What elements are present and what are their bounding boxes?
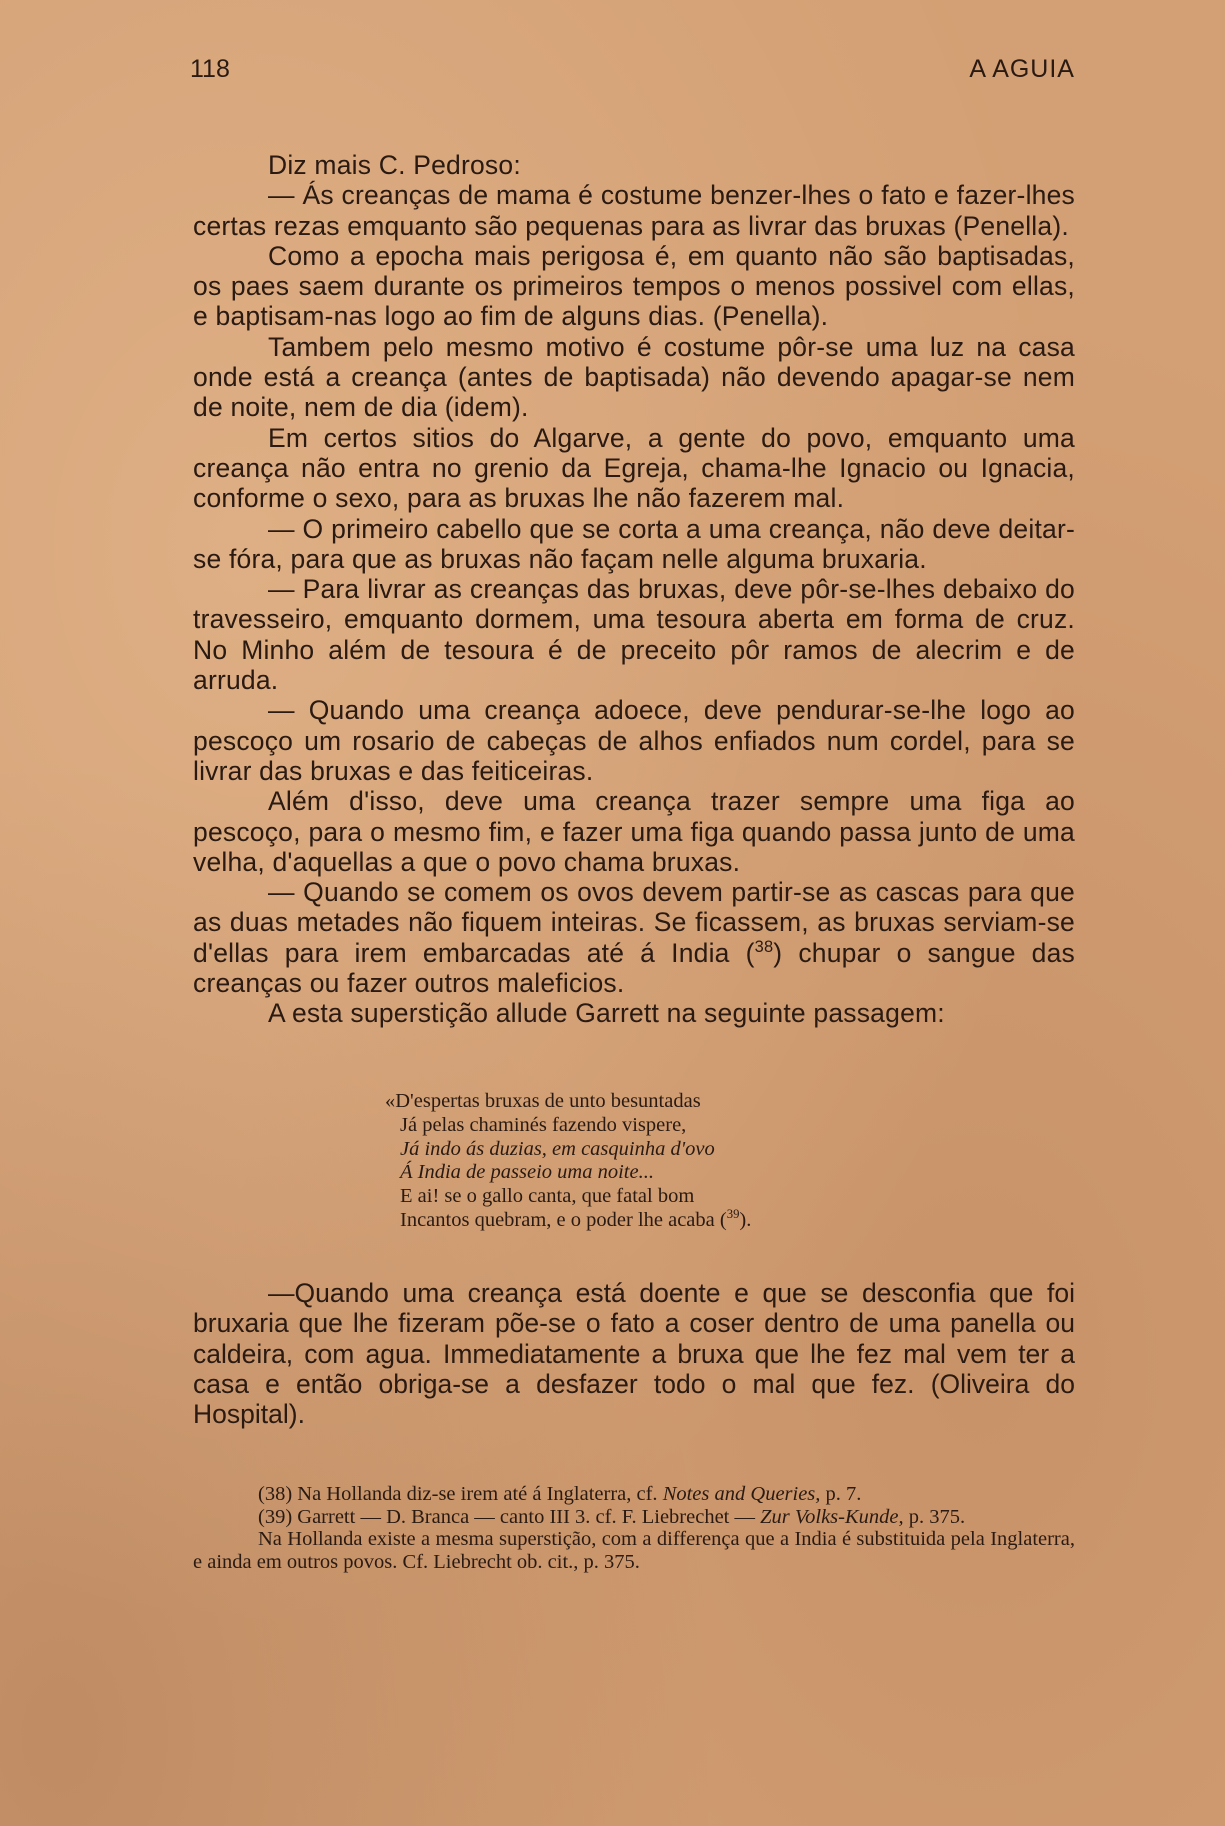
footnote-ref[interactable]: 39 <box>726 1207 740 1222</box>
verse-line <box>400 1161 900 1185</box>
footnote-ref[interactable]: 38 <box>754 937 774 956</box>
verse-quote <box>385 1090 900 1233</box>
footnote-text: Na Hollanda diz-se irem até á Inglaterra, cf. <box>297 1483 658 1505</box>
verse-line: «D'espertas bruxas de unto besuntadas <box>385 1090 701 1112</box>
footnote-39: (39) Garrett — D. Branca — canto III 3. cf. F. Liebrechet — Zur Volks-Kunde, p. 375. <box>258 1505 966 1528</box>
paragraph: Como a epocha mais perigosa é, em quanto não são baptisadas, os paes saem durante os primeiros tempos o menos possivel com ellas, e baptisam-nas logo ao fim de alguns dias. (Penella). <box>193 240 1075 332</box>
paragraph: Além d'isso, deve uma creança trazer sempre uma figa ao pescoço, para o mesmo fim, e fazer uma figa quando passa junto de uma velha, d'aquellas a que o povo chama bruxas. <box>193 786 1075 877</box>
paragraph: Em certos sitios do Algarve, a gente do povo, emquanto uma creança não entra no grenio da Egreja, chama-lhe Ignacio ou Ignacia, conforme o sexo, para as bruxas lhe não fazerem mal. <box>193 422 1075 514</box>
footnote-38: (38) Na Hollanda diz-se irem até á Inglaterra, cf. Notes and Queries, p. 7. <box>258 1483 862 1505</box>
footnote-title: Zur Volks-Kunde, <box>760 1505 904 1528</box>
footnote-text: Garrett — D. Branca — canto III 3. cf. F. Liebrechet — <box>297 1505 755 1528</box>
paragraph <box>193 877 1075 998</box>
verse-line: Já pelas chaminés fazendo vispere, <box>400 1113 687 1136</box>
page-header <box>190 55 1075 95</box>
paragraph-text: ) chupar o sangue das creanças ou fazer outros maleficios. <box>193 937 1075 999</box>
paragraph: Tambem pelo mesmo motivo é costume pôr-se uma luz na casa onde está a creança (antes de baptisada) não devendo apagar-se nem de noite, nem de dia (idem). <box>193 331 1075 423</box>
verse-line <box>400 1209 900 1233</box>
footnotes <box>193 1483 1075 1573</box>
verse-text: ). <box>739 1208 752 1231</box>
footnote-text: p. 7. <box>825 1483 862 1505</box>
running-title: A AGUIA <box>969 55 1075 83</box>
paragraph: — O primeiro cabello que se corta a uma creança, não deve deitar-se fóra, para que as bruxas não façam nelle alguma bruxaria. <box>193 513 1075 574</box>
verse-line <box>400 1138 900 1162</box>
footnote-mark: 39 <box>264 1505 286 1528</box>
page-number: 118 <box>190 55 230 83</box>
paragraph-text: — Quando se comem os ovos devem partir-se as cascas para que as duas metades não fiquem inteiras. Se ficassem, as bruxas serviam-se d'ellas para irem embarcadas até á India ( <box>193 877 1075 968</box>
paragraph: A esta superstição allude Garrett na seguinte passagem: <box>268 998 945 1029</box>
footnote-title: Notes and Queries, <box>662 1483 821 1505</box>
footnote-text: p. 375. <box>908 1505 966 1528</box>
paragraph: — Para livrar as creanças das bruxas, deve pôr-se-lhes debaixo do travesseiro, emquanto dormem, uma tesoura aberta em forma de cruz. No Minho além de tesoura é de preceito pôr ramos de alecrim e de arruda. <box>193 574 1075 696</box>
verse-line: E ai! se o gallo canta, que fatal bom <box>400 1185 695 1208</box>
paragraph: —Quando uma creança está doente e que se desconfia que foi bruxaria que lhe fizeram põe-se o fato a coser dentro de uma panella ou caldeira, com agua. Immediatamente a bruxa que lhe fez mal vem ter a casa e então obriga-se a desfazer todo o mal que fez. (Oliveira do Hospital). <box>193 1278 1075 1430</box>
verse-text: Incantos quebram, e o poder lhe acaba ( <box>400 1208 727 1231</box>
paragraph: — Quando uma creança adoece, deve pendurar-se-lhe logo ao pescoço um rosario de cabeças de alhos enfiados num cordel, para se livrar das bruxas e das feiticeiras. <box>193 695 1075 786</box>
paragraph: Diz mais C. Pedroso: <box>268 150 521 180</box>
footnote-extra: Na Hollanda existe a mesma superstição, com a differença que a India é substituida pela Inglaterra, e ainda em outros povos. Cf. Liebrecht ob. cit., p. 375. <box>193 1528 1075 1573</box>
main-text <box>193 150 1075 1029</box>
main-text-continued <box>193 1278 1075 1429</box>
paragraph: — Ás creanças de mama é costume benzer-lhes o fato e fazer-lhes certas rezas emquanto são pequenas para as livrar das bruxas (Penella). <box>193 180 1075 241</box>
footnote-mark: 38 <box>264 1483 286 1505</box>
verse-line-italic: Á India de passeio uma noite... <box>400 1161 654 1184</box>
verse-line-italic: Já indo ás duzias, em casquinha d'ovo <box>400 1137 715 1160</box>
